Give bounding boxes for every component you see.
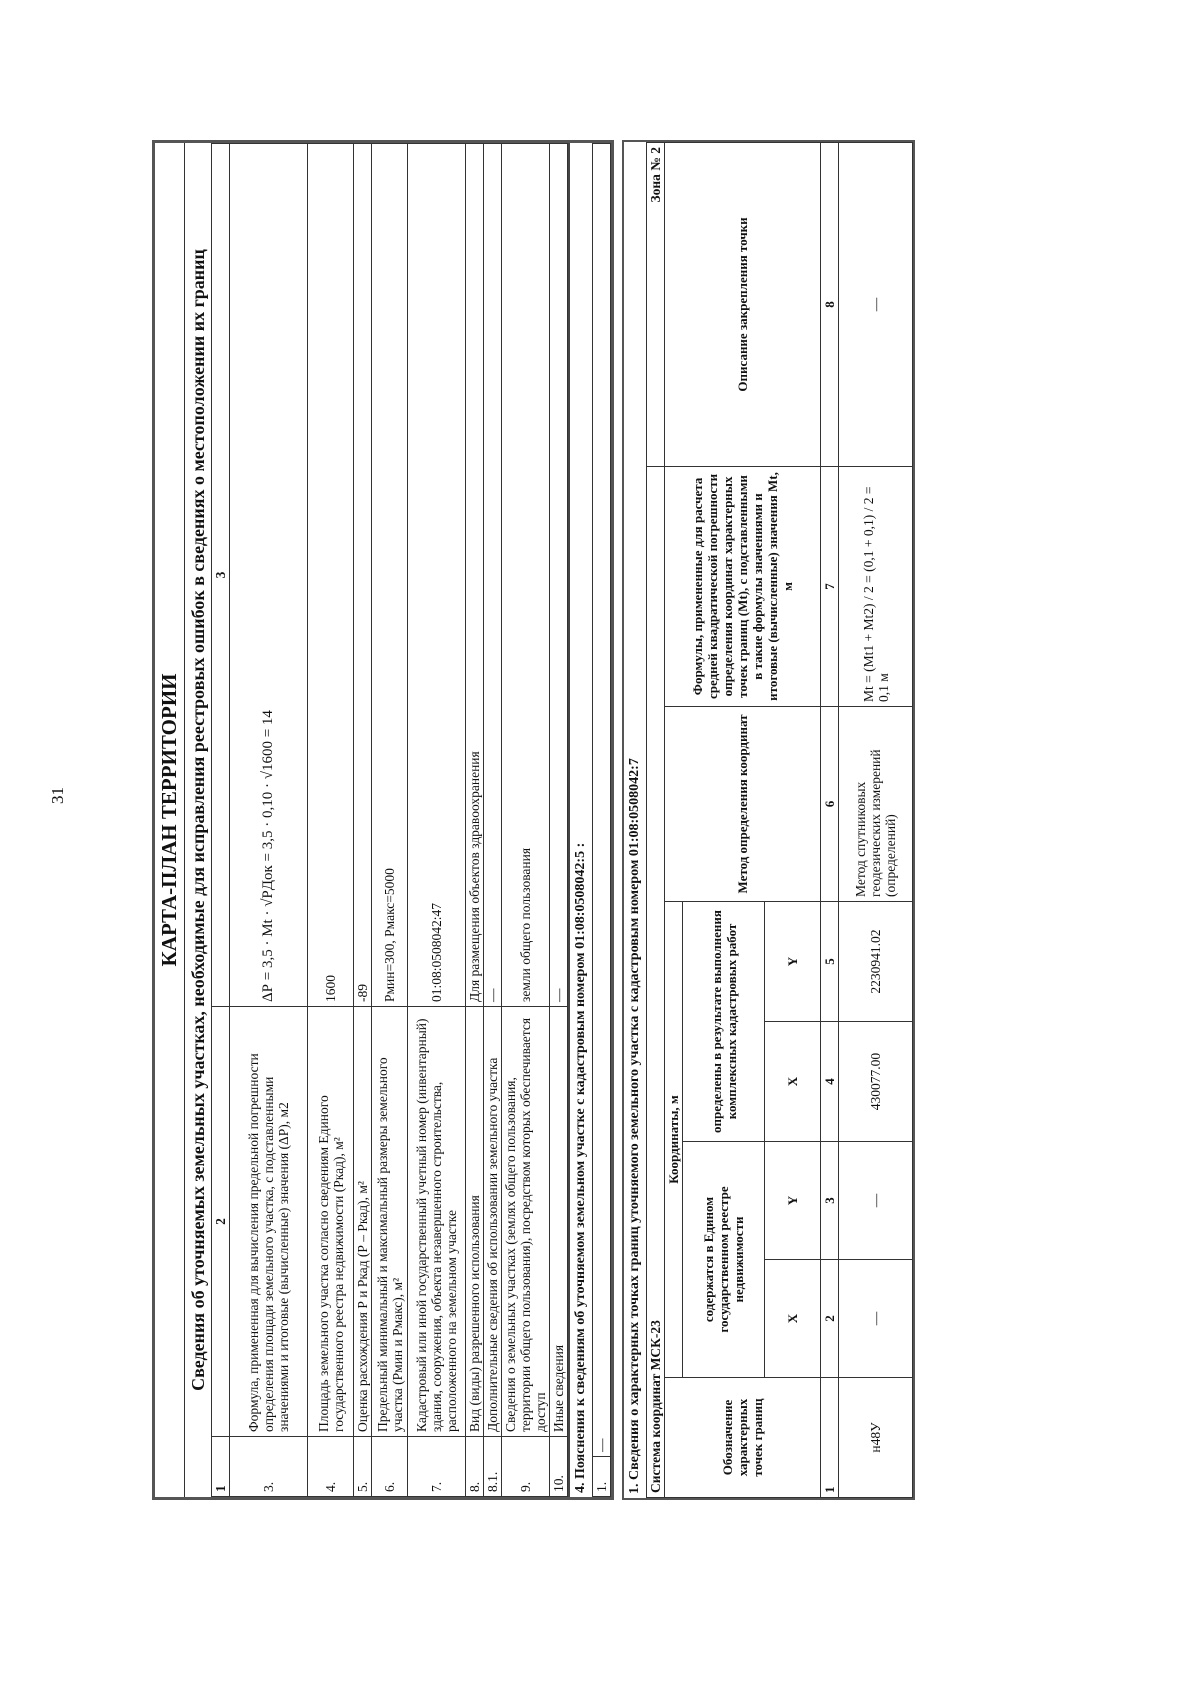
table-row [408, 144, 466, 1497]
table-row [308, 144, 354, 1497]
row-label: Кадастровый или иной государственный учетный номер (инвентарный) здания, сооружения, объекта незавершенного строительства, расположенного на земельном участке [408, 1007, 466, 1437]
rotated-page-content [152, 140, 1067, 1500]
egrn-header: содержатся в Едином государственном реестре недвижимости [683, 1142, 765, 1378]
plan-frame [152, 140, 614, 1500]
x-header: X [765, 1022, 821, 1142]
row-label: Оценка расхождения Р и Ркад (Р – Ркад), м² [354, 1007, 372, 1437]
x-egrn: — [839, 1260, 913, 1378]
col-number: 8 [821, 143, 839, 467]
table-row [466, 144, 484, 1497]
y-cadastral: 2230941.02 [839, 902, 913, 1022]
point-name: н48У [839, 1378, 913, 1498]
row-label: Предельный минимальный и максимальный размеры земельного участка (Рмин и Рмакс), м² [372, 1007, 408, 1437]
description-value: — [839, 143, 913, 467]
col-header-2: 2 [212, 1007, 230, 1437]
x-cadastral: 430077.00 [839, 1022, 913, 1142]
coords-header: Координаты, м [665, 902, 683, 1378]
system-row [647, 143, 665, 1498]
table-row [484, 144, 502, 1497]
page-number: 31 [48, 787, 67, 804]
row-value: Рмин=300, Рмакс=5000 [372, 144, 408, 1007]
row-number: 7. [408, 1437, 466, 1497]
col-number: 5 [821, 902, 839, 1022]
row-number: 1. [593, 1457, 611, 1497]
row-value: ΔР = 3,5 · Mt · √PДок = 3,5 · 0,10 · √1600 = 14 [230, 144, 308, 1007]
row-number: 8. [466, 1437, 484, 1497]
x-header: X [765, 1260, 821, 1378]
formula-header: Формулы, примененные для расчета средней квадратической погрешности определения координат характерных точек границ (Mt), с подставленными в такие формулы значениями и итоговые (вычисленные) значения Mt, м [665, 466, 821, 706]
y-header: Y [765, 902, 821, 1022]
row-value: — [550, 144, 568, 1007]
coordinates-frame [622, 140, 915, 1500]
cadastral-header: определены в результате выполнения комплексных кадастровых работ [683, 902, 765, 1142]
row-value: — [484, 144, 502, 1007]
row-label: Иные сведения [550, 1007, 568, 1437]
page-subtitle: Сведения об уточняемых земельных участках, необходимые для исправления реестровых ошибок в сведениях о местоположении их границ [184, 143, 211, 1497]
table-row [593, 144, 611, 1497]
col-number: 7 [821, 466, 839, 706]
row-number: 5. [354, 1437, 372, 1497]
section4-table [592, 143, 611, 1497]
row-value: Для размещения объектов здравоохранения [466, 144, 484, 1007]
table-row [839, 143, 913, 1498]
y-header: Y [765, 1142, 821, 1260]
row-number: 6. [372, 1437, 408, 1497]
page-title: КАРТА-ПЛАН ТЕРРИТОРИИ [157, 673, 181, 967]
row-label: Площадь земельного участка согласно сведениям Единого государственного реестра недвижимости (Ркад), м² [308, 1007, 354, 1437]
coords-header-row [665, 143, 683, 1498]
y-egrn: — [839, 1142, 913, 1260]
coordinate-system: Система координат МСК-23 [647, 466, 665, 1497]
col-number: 3 [821, 1142, 839, 1260]
info-table [211, 143, 568, 1497]
row-number: 9. [502, 1437, 550, 1497]
col-number-row [821, 143, 839, 1498]
col-number: 1 [821, 1378, 839, 1498]
zone-label: Зона № 2 [647, 143, 665, 467]
table-row [230, 144, 308, 1497]
row-value: — [593, 144, 611, 1457]
row-number: 8.1. [484, 1437, 502, 1497]
col-header-1: 1 [212, 1437, 230, 1497]
table-row [354, 144, 372, 1497]
table-row [372, 144, 408, 1497]
designation-header: Обозначение характерных точек границ [665, 1378, 821, 1498]
row-value: -89 [354, 144, 372, 1007]
row-number: 10. [550, 1437, 568, 1497]
row-label: Формула, примененная для вычисления предельной погрешности определения площади земельного участка, с подставленными значениями и итоговые (вычисленные) значения (ΔР), м2 [230, 1007, 308, 1437]
method-value: Метод спутниковых геодезических измерений (определений) [839, 707, 913, 902]
section4-title: 4. Пояснения к сведениям об уточняемом земельном участке с кадастровым номером 01:08:0508042:5 : [568, 143, 592, 1497]
info-table-header [212, 144, 230, 1497]
row-value: земли общего пользования [502, 144, 550, 1007]
col-number: 6 [821, 707, 839, 902]
formula-value: Mt = (Mt1 + Mt2) / 2 = (0,1 + 0,1) / 2 = 0,1 м [839, 466, 913, 706]
description-header: Описание закрепления точки [665, 143, 821, 467]
table-row [502, 144, 550, 1497]
col-number: 4 [821, 1022, 839, 1142]
col-number: 2 [821, 1260, 839, 1378]
col-header-3: 3 [212, 144, 230, 1007]
row-value: 01:08:0508042:47 [408, 144, 466, 1007]
row-value: 1600 [308, 144, 354, 1007]
coordinates-table [646, 142, 913, 1498]
row-label: Дополнительные сведения об использовании земельного участка [484, 1007, 502, 1437]
table-row [550, 144, 568, 1497]
section1-title: 1. Сведения о характерных точках границ уточняемого земельного участка с кадастровым номером 01:08:0508042:7 [627, 758, 642, 1494]
row-number: 4. [308, 1437, 354, 1497]
row-number: 3. [230, 1437, 308, 1497]
method-header: Метод определения координат [665, 707, 821, 902]
row-label: Сведения о земельных участках (землях общего пользования, территории общего пользования), посредством которых обеспечивается доступ [502, 1007, 550, 1437]
row-label: Вид (виды) разрешенного использования [466, 1007, 484, 1437]
